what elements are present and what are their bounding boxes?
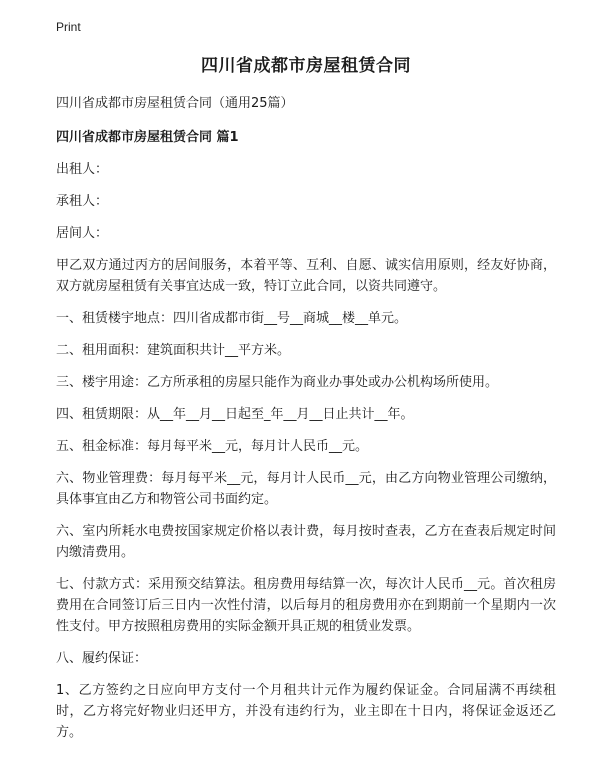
paragraph-clause-rent: 五、租金标准：每月每平米__元，每月计人民币__元。	[56, 439, 369, 454]
paragraph-clause-property-fee: 六、物业管理费：每月每平米__元，每月计人民币__元，由乙方向物业管理公司缴纳，具体事宜由乙方和物管公司书面约定。	[56, 471, 556, 507]
paragraph-clause-location: 一、租赁楼宇地点：四川省成都市街__号__商城__楼__单元。	[56, 311, 408, 326]
paragraph-clause-utilities: 六、室内所耗水电费按国家规定价格以表计费，每月按时查表，乙方在查表后规定时间内缴清费用。	[56, 524, 556, 560]
paragraph-guarantee-item-1: 1、乙方签约之日应向甲方支付一个月租共计元作为履约保证金。合同届满不再续租时，乙方将完好物业归还甲方，并没有违约行为，业主即在十日内，将保证金返还乙方。	[56, 683, 556, 740]
section-heading: 四川省成都市房屋租赁合同 篇1	[56, 130, 239, 145]
paragraph-clause-area: 二、租用面积：建筑面积共计__平方米。	[56, 343, 291, 358]
paragraph-clause-term: 四、租赁期限：从__年__月__日起至_年__月__日止共计__年。	[56, 407, 414, 422]
paragraph-lessor: 出租人：	[56, 162, 109, 177]
print-link[interactable]: Print	[56, 20, 81, 34]
paragraph-clause-payment: 七、付款方式：采用预交结算法。租房费用每结算一次，每次计人民币__元。首次租房费用在合同签订后三日内一次性付清，以后每月的租房费用亦在到期前一个星期内一次性支付。甲方按照租房费用的实际金额开具正规的租赁业发票。	[56, 577, 556, 634]
paragraph-clause-usage: 三、楼宇用途：乙方所承租的房屋只能作为商业办事处或办公机构场所使用。	[56, 375, 499, 390]
document-body	[56, 46, 556, 743]
document-title: 四川省成都市房屋租赁合同	[201, 56, 411, 76]
paragraph-clause-guarantee: 八、履约保证：	[56, 651, 148, 666]
paragraph-lessee: 承租人：	[56, 194, 109, 209]
document-subtitle: 四川省成都市房屋租赁合同（通用25篇）	[56, 96, 294, 111]
paragraph-preamble: 甲乙双方通过丙方的居间服务，本着平等、互利、自愿、诚实信用原则，经友好协商，双方就房屋租赁有关事宜达成一致，特订立此合同，以资共同遵守。	[56, 258, 556, 294]
paragraph-intermediary: 居间人：	[56, 226, 109, 241]
